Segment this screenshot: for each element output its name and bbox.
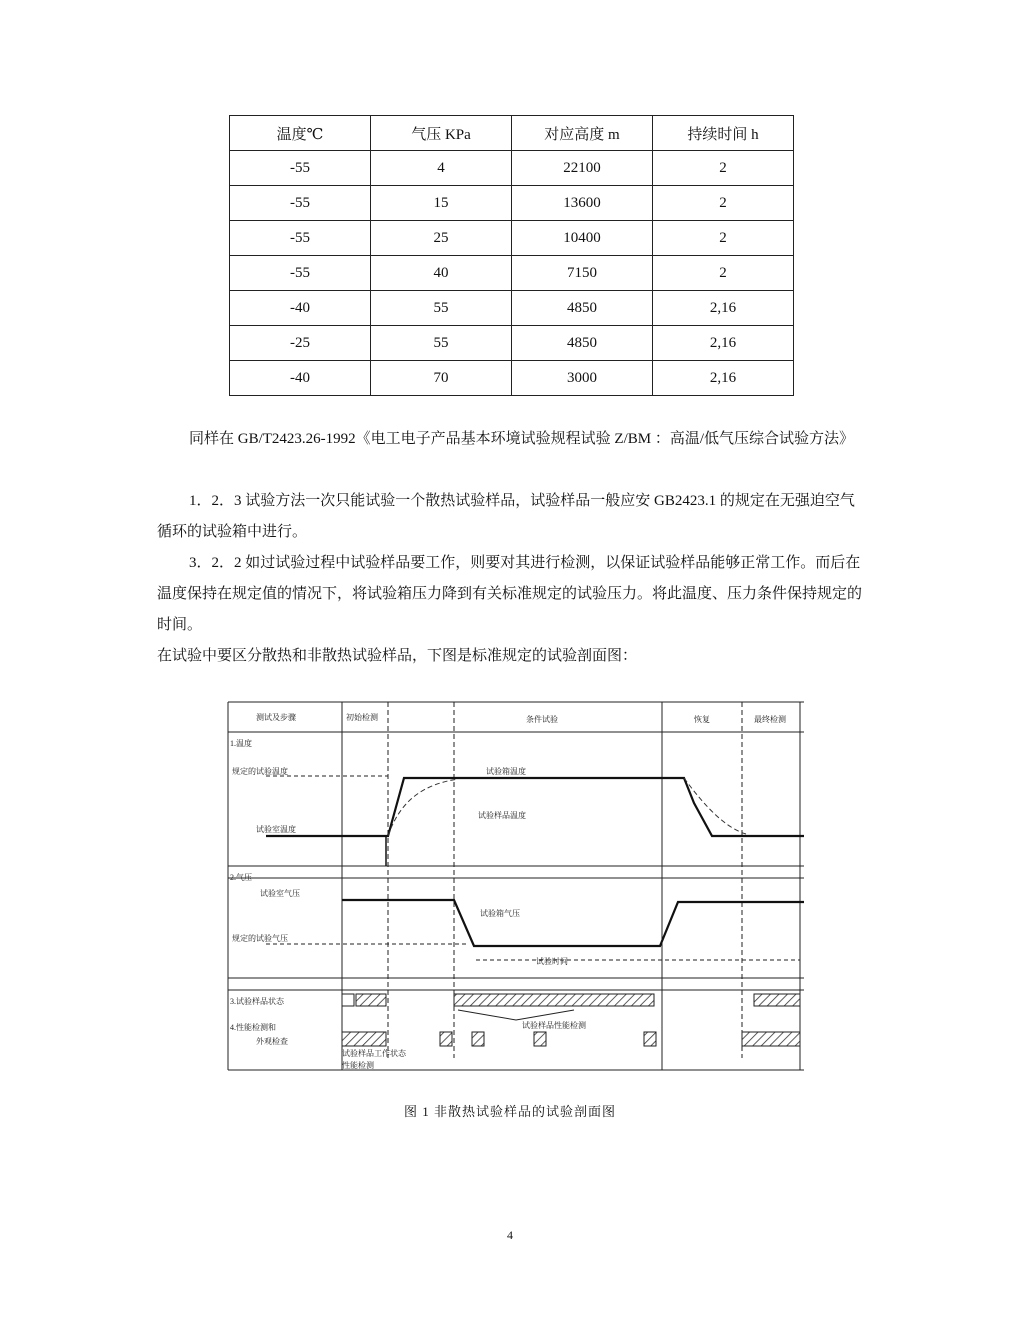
table-cell: 13600 bbox=[512, 186, 653, 221]
table-cell: -40 bbox=[230, 291, 371, 326]
table-row bbox=[230, 151, 794, 186]
header-initial: 初始检测 bbox=[346, 713, 378, 722]
table-cell: 22100 bbox=[512, 151, 653, 186]
sample-state-bar bbox=[342, 994, 800, 1006]
label-test-time: 试验时间 bbox=[536, 957, 568, 966]
label-spec-temp: 规定的试验温度 bbox=[232, 767, 288, 776]
table-cell: 55 bbox=[371, 326, 512, 361]
header-condition: 条件试验 bbox=[526, 715, 558, 724]
test-profile-figure bbox=[226, 698, 804, 1079]
header-duration: 持续时间 h bbox=[653, 116, 794, 151]
label-chamber-press: 试验箱气压 bbox=[480, 909, 520, 918]
table-cell: 70 bbox=[371, 361, 512, 396]
label-press-title: 2.气压 bbox=[230, 873, 252, 882]
table-cell: -40 bbox=[230, 361, 371, 396]
table-cell: 2 bbox=[653, 186, 794, 221]
table-cell: -55 bbox=[230, 221, 371, 256]
table-cell: 2 bbox=[653, 221, 794, 256]
table-cell: 2,16 bbox=[653, 291, 794, 326]
table-cell: 4850 bbox=[512, 326, 653, 361]
table-cell: 2,16 bbox=[653, 361, 794, 396]
chamber-press-curve bbox=[342, 900, 804, 946]
label-brace: 试验样品性能检测 bbox=[522, 1021, 586, 1030]
table-row bbox=[230, 186, 794, 221]
detection-blocks bbox=[342, 1032, 800, 1046]
table-cell: 4 bbox=[371, 151, 512, 186]
legend-working-state: 试验样品工作状态 bbox=[342, 1049, 406, 1058]
table-cell: 7150 bbox=[512, 256, 653, 291]
table-cell: 25 bbox=[371, 221, 512, 256]
label-temp-title: 1.温度 bbox=[230, 739, 252, 748]
label-row3: 3.试验样品状态 bbox=[230, 997, 284, 1006]
sample-temp-recovery-curve bbox=[684, 778, 746, 834]
label-row4: 4.性能检测和 bbox=[230, 1023, 276, 1032]
table-row bbox=[230, 361, 794, 396]
header-pressure: 气压 KPa bbox=[371, 116, 512, 151]
header-temperature: 温度℃ bbox=[230, 116, 371, 151]
label-lab-press: 试验室气压 bbox=[260, 889, 300, 898]
table-cell: 2,16 bbox=[653, 326, 794, 361]
pressure-table bbox=[229, 115, 794, 396]
table-cell: 2 bbox=[653, 256, 794, 291]
header-recovery: 恢复 bbox=[694, 715, 710, 724]
sample-temp-curve bbox=[388, 779, 458, 836]
table-header-row bbox=[230, 116, 794, 151]
table-cell: 3000 bbox=[512, 361, 653, 396]
table-row bbox=[230, 326, 794, 361]
figure-caption: 图 1 非散热试验样品的试验剖面图 bbox=[403, 1104, 616, 1119]
page-number: 4 bbox=[507, 1228, 513, 1242]
chamber-temp-curve bbox=[266, 778, 804, 836]
legend-performance-check: 性能检测 bbox=[342, 1061, 374, 1070]
table-row bbox=[230, 256, 794, 291]
paragraph-test-procedure: 3．2．2 如过试验过程中试验样品要工作，则要对其进行检测，以保证试验样品能够正常工作。而后在温度保持在规定值的情况下，将试验箱压力降到有关标准规定的试验压力。将此温度、压力条件保持规定的时间。 bbox=[157, 555, 863, 633]
paragraph-test-method: 1．2．3 试验方法一次只能试验一个散热试验样品，试验样品一般应安 GB2423.1 的规定在无强迫空气循环的试验箱中进行。 bbox=[157, 493, 855, 540]
paragraph-standard-ref: 同样在 GB/T2423.26-1992《电工电子产品基本环境试验规程试验 Z/BM ：高温/低气压综合试验方法》 bbox=[189, 431, 855, 447]
table-cell: -25 bbox=[230, 326, 371, 361]
label-sample-temp: 试验样品温度 bbox=[478, 811, 526, 820]
table-cell: -55 bbox=[230, 151, 371, 186]
header-altitude: 对应高度 m bbox=[512, 116, 653, 151]
label-spec-press: 规定的试验气压 bbox=[232, 934, 288, 943]
paragraph-figure-intro: 在试验中要区分散热和非散热试验样品，下图是标准规定的试验剖面图： bbox=[157, 648, 638, 664]
table-cell: 55 bbox=[371, 291, 512, 326]
label-row4b: 外观检查 bbox=[256, 1037, 288, 1046]
table-cell: -55 bbox=[230, 256, 371, 291]
header-steps: 测试及步骤 bbox=[256, 713, 296, 722]
brace-line bbox=[458, 1010, 574, 1020]
table-row bbox=[230, 291, 794, 326]
table-cell: 10400 bbox=[512, 221, 653, 256]
table-cell: 40 bbox=[371, 256, 512, 291]
label-chamber-temp: 试验箱温度 bbox=[486, 767, 526, 776]
table-row bbox=[230, 221, 794, 256]
table-cell: 15 bbox=[371, 186, 512, 221]
label-room-temp: 试验室温度 bbox=[256, 825, 296, 834]
table-cell: -55 bbox=[230, 186, 371, 221]
table-cell: 4850 bbox=[512, 291, 653, 326]
test-profile-diagram bbox=[226, 698, 804, 1074]
table-cell: 2 bbox=[653, 151, 794, 186]
header-final: 最终检测 bbox=[754, 715, 786, 724]
